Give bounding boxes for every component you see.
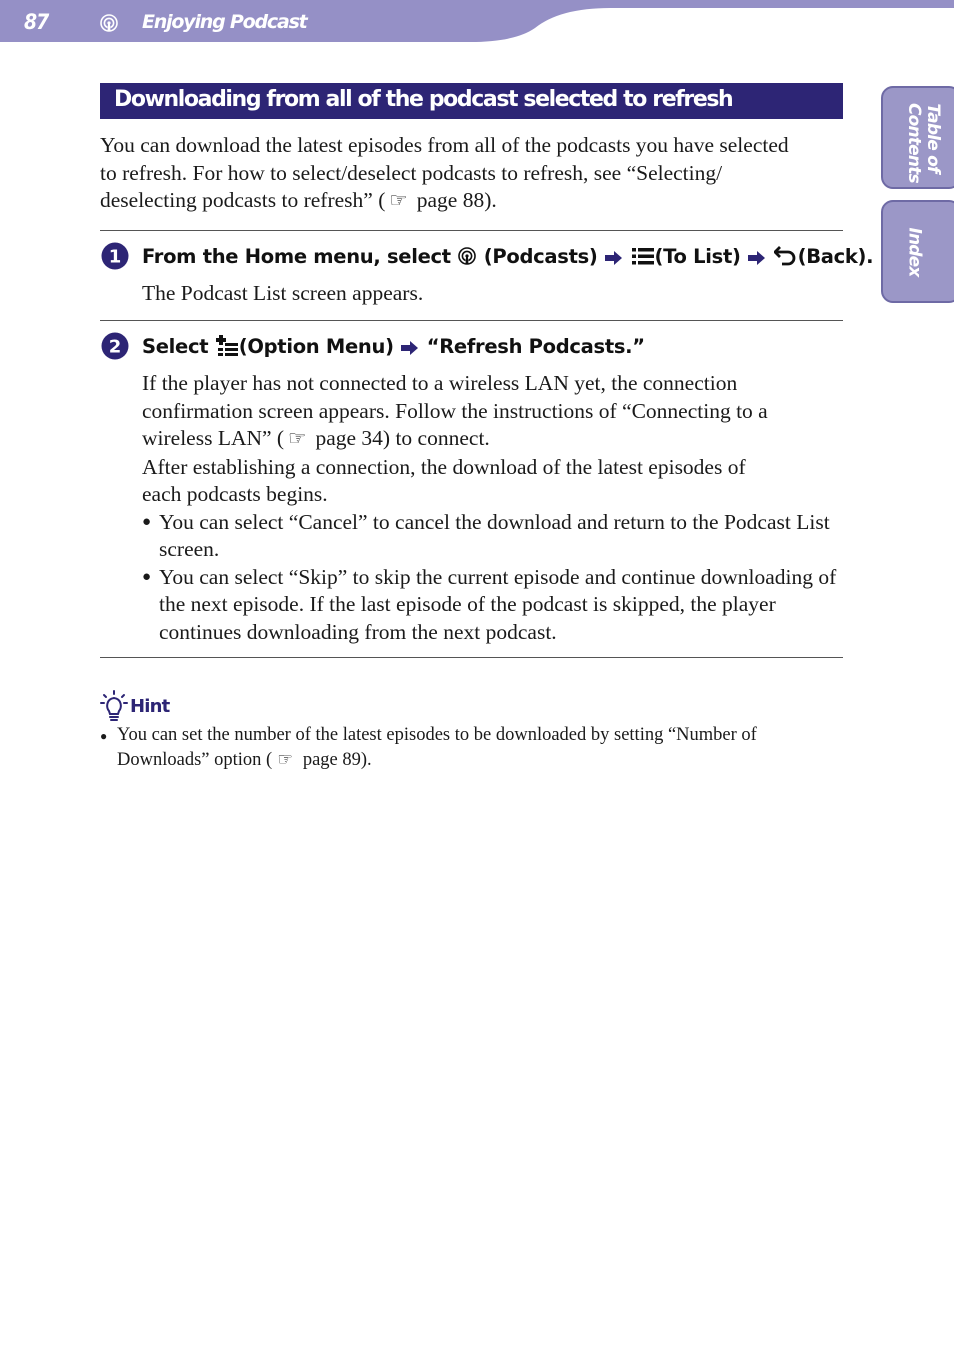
divider [100,657,843,658]
list-icon [631,246,655,266]
hint-text [100,723,840,772]
page-link-34[interactable]: page 34) to connect. [310,426,490,450]
step1-result: The Podcast List screen appears. [142,281,424,305]
intro-paragraph [100,132,850,216]
option-menu-label: (Option Menu) [238,335,394,358]
tab-toc-label: Table of Contents [904,102,943,183]
back-label: (Back). [797,245,874,268]
arrow-right-icon [400,340,420,356]
intro-line: to refresh. For how to select/deselect podcasts to refresh, see “Selecting/ [100,160,723,185]
podcasts-label: (Podcasts) [483,245,598,268]
lightbulb-icon [100,690,128,722]
step2-heading [142,334,645,358]
tab-index[interactable] [881,200,954,303]
main-heading: Downloading from all of the podcast selected to refresh [114,87,733,112]
step-number-badge [101,332,129,360]
tab-index-label: Index [904,226,925,277]
step-number: 1 [108,246,122,268]
main-heading-bar [100,83,843,119]
step2-body [142,370,842,646]
step2-bullets [142,509,842,647]
body-line [142,425,842,454]
list-item [100,723,840,772]
page-reference-icon: ☞ [287,428,307,450]
page-reference-icon: ☞ [389,190,408,212]
arrow-right-icon [604,250,624,266]
hint-label: Hint [130,696,170,717]
page-number: 87 [24,10,49,34]
page-link-88[interactable]: page 88). [411,188,497,212]
step1-heading [142,244,873,268]
page-reference-icon: ☞ [277,749,294,769]
refresh-podcasts-label: “Refresh Podcasts.” [426,335,645,358]
step-number-badge [101,242,129,270]
list-item: ● You can select “Cancel” to cancel the download and return to the Podcast List screen. [142,509,842,564]
podcast-icon [457,246,477,266]
page-link-89[interactable]: page 89). [298,750,372,770]
option-menu-icon [215,334,239,356]
step-text: From the Home menu, select [142,245,458,268]
hint-body: You can set the number of the latest episodes to be downloaded by setting “Number of Downloads” option ( [117,725,757,770]
section-title: Enjoying Podcast [142,11,307,33]
step-number: 2 [108,336,122,358]
body-line: each podcasts begins. [142,482,328,506]
divider [100,320,843,321]
page-header [0,0,954,44]
podcast-icon [99,13,119,33]
list-item: ● You can select “Skip” to skip the current episode and continue downloading of the next episode. If the last episode of the podcast is skipped, the player continues downloading from the next podcast. [142,564,842,647]
body-text: wireless LAN” ( [142,426,285,450]
hint-bullets [100,723,840,772]
divider [100,230,843,231]
body-line: If the player has not connected to a wireless LAN yet, the connection [142,371,738,395]
body-line: After establishing a connection, the download of the latest episodes of [142,454,746,479]
arrow-right-icon [747,250,767,266]
intro-line: You can download the latest episodes from all of the podcasts you have selected [100,133,789,157]
step-text: Select [142,335,215,358]
intro-text: deselecting podcasts to refresh” ( [100,188,386,212]
tab-table-of-contents[interactable] [881,86,954,189]
to-list-label: (To List) [654,245,741,268]
body-line: confirmation screen appears. Follow the instructions of “Connecting to a [142,398,768,423]
intro-line [100,187,850,216]
back-icon [774,244,798,266]
